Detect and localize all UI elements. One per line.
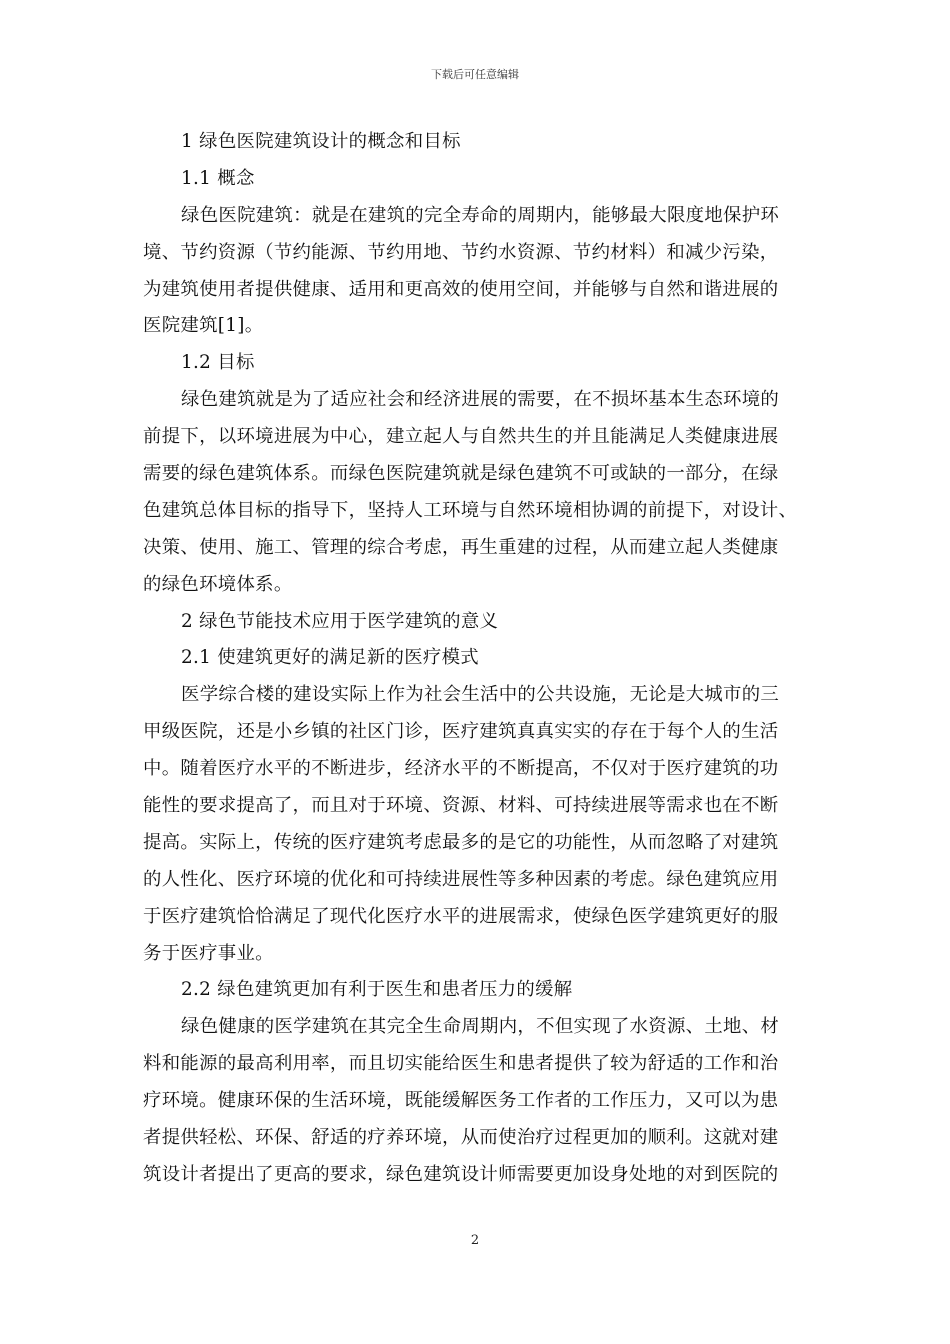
- paragraph-line: 于医疗建筑恰恰满足了现代化医疗水平的进展需求，使绿色医学建筑更好的服: [143, 905, 779, 927]
- subsection-heading-2-2: 2.2 绿色建筑更加有利于医生和患者压力的缓解: [181, 979, 573, 1001]
- paragraph-line: 需要的绿色建筑体系。而绿色医院建筑就是绿色建筑不可或缺的一部分，在绿: [143, 463, 779, 485]
- page-number: 2: [470, 1233, 480, 1248]
- paragraph-line: 的人性化、医疗环境的优化和可持续进展性等多种因素的考虑。绿色建筑应用: [143, 868, 779, 890]
- paragraph-line: 能性的要求提高了，而且对于环境、资源、材料、可持续进展等需求也在不断: [143, 795, 779, 817]
- paragraph-line: 绿色健康的医学建筑在其完全生命周期内，不但实现了水资源、土地、材: [181, 1016, 780, 1038]
- subsection-heading-1-2: 1.2 目标: [181, 352, 255, 374]
- document-body: [143, 124, 823, 1194]
- paragraph-line: 疗环境。健康环保的生活环境，既能缓解医务工作者的工作压力，又可以为患: [143, 1090, 779, 1112]
- page-header: 下载后可任意编辑: [431, 68, 519, 81]
- subsection-heading-2-1: 2.1 使建筑更好的满足新的医疗模式: [181, 647, 479, 669]
- paragraph-line: 务于医疗事业。: [143, 942, 274, 964]
- paragraph-line: 者提供轻松、环保、舒适的疗养环境，从而使治疗过程更加的顺利。这就对建: [143, 1127, 779, 1149]
- paragraph-line: 中。随着医疗水平的不断进步，经济水平的不断提高，不仅对于医疗建筑的功: [143, 758, 779, 780]
- paragraph-line: 境、节约资源（节约能源、节约用地、节约水资源、节约材料）和减少污染，: [143, 241, 779, 263]
- paragraph-line: 医院建筑[1]。: [143, 315, 264, 337]
- paragraph-line: 的绿色环境体系。: [143, 573, 293, 595]
- subsection-heading-1-1: 1.1 概念: [181, 167, 255, 189]
- paragraph-line: 前提下，以环境进展为中心，建立起人与自然共生的并且能满足人类健康进展: [143, 426, 779, 448]
- paragraph-line: 筑设计者提出了更高的要求，绿色建筑设计师需要更加设身处地的对到医院的: [143, 1163, 779, 1185]
- section-heading-1: 1 绿色医院建筑设计的概念和目标: [181, 131, 461, 152]
- paragraph-line: 绿色医院建筑：就是在建筑的完全寿命的周期内，能够最大限度地保护环: [181, 204, 780, 226]
- paragraph-line: 色建筑总体目标的指导下，坚持人工环境与自然环境相协调的前提下，对设计、: [143, 499, 798, 521]
- paragraph-line: 绿色建筑就是为了适应社会和经济进展的需要，在不损坏基本生态环境的: [181, 389, 780, 411]
- paragraph-line: 医学综合楼的建设实际上作为社会生活中的公共设施，无论是大城市的三: [181, 684, 780, 706]
- paragraph-line: 甲级医院，还是小乡镇的社区门诊，医疗建筑真真实实的存在于每个人的生活: [143, 721, 779, 743]
- section-heading-2: 2 绿色节能技术应用于医学建筑的意义: [181, 610, 499, 632]
- paragraph-line: 提高。实际上，传统的医疗建筑考虑最多的是它的功能性，从而忽略了对建筑: [143, 831, 779, 853]
- paragraph-line: 决策、使用、施工、管理的综合考虑，再生重建的过程，从而建立起人类健康: [143, 536, 779, 558]
- paragraph-line: 为建筑使用者提供健康、适用和更高效的使用空间，并能够与自然和谐进展的: [143, 278, 779, 300]
- paragraph-line: 料和能源的最高利用率，而且切实能给医生和患者提供了较为舒适的工作和治: [143, 1053, 779, 1075]
